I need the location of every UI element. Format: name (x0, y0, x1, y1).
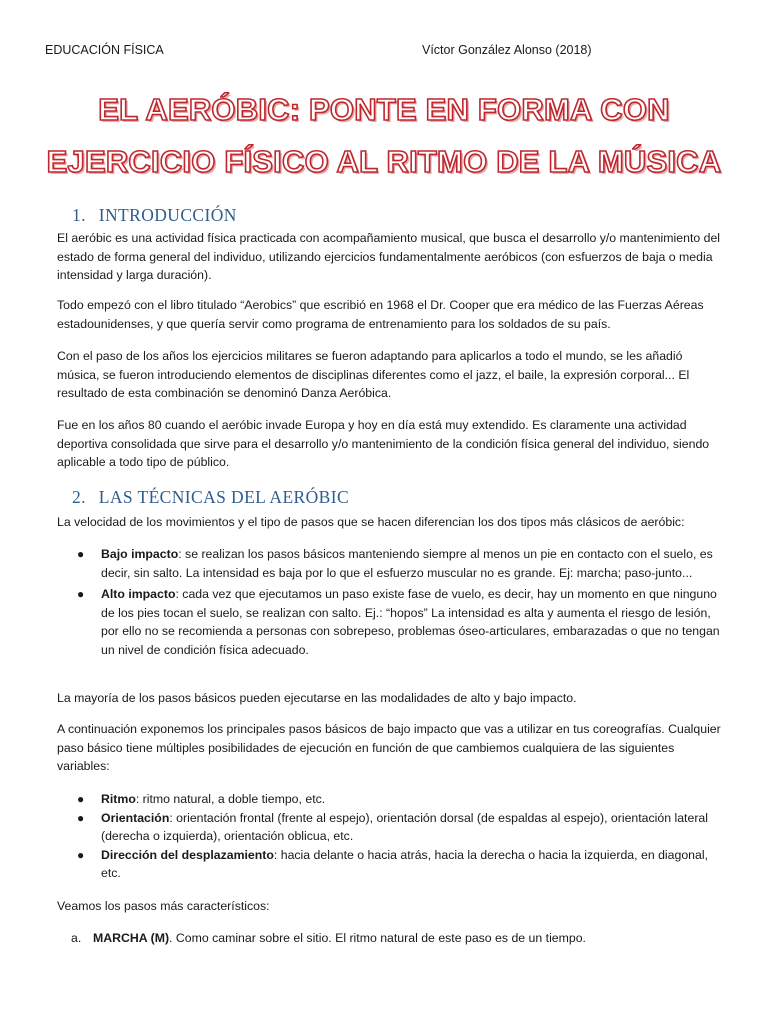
bullet-icon: ● (77, 810, 85, 825)
list-item: ● Alto impacto: cada vez que ejecutamos un paso existe fase de vuelo, es decir, hay un momento en que ninguno de los pies tocan el suelo, se realizan con salto. Ej.: “hopos” La intensidad es alta y aumenta el riesgo de lesión, por ello no se recomienda a personas con sobrepeso, problemas óseo-articulares, embarazadas o que no tengan un nivel de condición física adecuado. (77, 587, 720, 657)
bullet-icon: ● (77, 847, 85, 862)
techniques-intro: La velocidad de los movimientos y el tipo de pasos que se hacen diferencian los dos tipos más clásicos de aeróbic: (57, 515, 685, 529)
step-term: MARCHA (M) (93, 931, 170, 945)
section-title: LAS TÉCNICAS DEL AERÓBIC (98, 487, 350, 507)
step-text: . Como caminar sobre el sitio. El ritmo natural de este paso es de un tiempo. (169, 931, 586, 945)
intro-paragraph-3: Con el paso de los años los ejercicios militares se fueron adaptando para aplicarlos a todo el mundo, se les añadió música, se fueron introduciendo elementos de disciplinas diferentes como el jazz, el baile, la expresión corporal... El resultado de esta combinación se denominó Danza Aeróbica. (57, 349, 690, 401)
paragraph-continuacion: A continuación exponemos los principales pasos básicos de bajo impacto que vas a utilizar en tus coreografías. Cualquier paso básico tiene múltiples posibilidades de ejecución en función de que cambiemos cualquiera de las siguientes variables: (57, 722, 721, 774)
intro-paragraph-1: El aeróbic es una actividad física practicada con acompañamiento musical, que busca el desarrollo y/o mantenimiento del estado de forma general del individuo, utilizando ejercicios fundamentalmente aeróbicos (con esfuerzos de baja o media intensidad y larga duración). (57, 231, 721, 283)
impact-list (57, 545, 725, 660)
list-item: ● Orientación: orientación frontal (frente al espejo), orientación dorsal (de espaldas al espejo), orientación lateral (derecha o izquierda), orientación oblicua, etc. (77, 810, 708, 844)
variables-list (57, 790, 725, 883)
intro-paragraph-4: Fue en los años 80 cuando el aeróbic invade Europa y hoy en día está muy extendido. Es claramente una actividad deportiva consolidada que sirve para el desarrollo y/o mantenimiento de la condición física general del individuo, siendo aplicable a todo tipo de público. (57, 418, 710, 470)
section-title: INTRODUCCIÓN (98, 205, 237, 225)
header-subject: EDUCACIÓN FÍSICA (45, 43, 164, 57)
section-number: 2. (72, 487, 86, 507)
section-heading-techniques (72, 487, 349, 508)
paragraph-mayoria: La mayoría de los pasos básicos pueden ejecutarse en las modalidades de alto y bajo impacto. (57, 691, 577, 705)
list-item: ● Ritmo: ritmo natural, a doble tiempo, etc. (57, 790, 725, 809)
page-header (45, 43, 723, 61)
bullet-icon: ● (77, 587, 85, 602)
header-author: Víctor González Alonso (2018) (422, 43, 592, 57)
step-item-a (71, 929, 586, 948)
bullet-icon: ● (77, 792, 85, 806)
title-line-1: EL AERÓBIC: PONTE EN FORMA CON (98, 92, 670, 127)
section-number: 1. (72, 205, 86, 225)
step-label: a. (71, 931, 82, 945)
intro-paragraph-2: Todo empezó con el libro titulado “Aerobics” que escribió en 1968 el Dr. Cooper que era médico de las Fuerzas Aéreas estadounidenses, y que quería servir como programa de entrenamiento para los soldados de su país. (57, 298, 704, 331)
section-heading-intro (72, 205, 237, 226)
bullet-icon: ● (77, 547, 85, 561)
title-line-2: EJERCICIO FÍSICO AL RITMO DE LA MÚSICA (46, 144, 722, 179)
list-item: ● Bajo impacto: se realizan los pasos básicos manteniendo siempre al menos un pie en contacto con el suelo, es decir, sin salto. La intensidad es baja por lo que el esfuerzo muscular no es grande. Ej: marcha; paso-junto... (77, 547, 713, 580)
list-item: ● Dirección del desplazamiento: hacia delante o hacia atrás, hacia la derecha o hacia la izquierda, en diagonal, etc. (77, 847, 708, 881)
paragraph-veamos: Veamos los pasos más característicos: (57, 899, 270, 913)
